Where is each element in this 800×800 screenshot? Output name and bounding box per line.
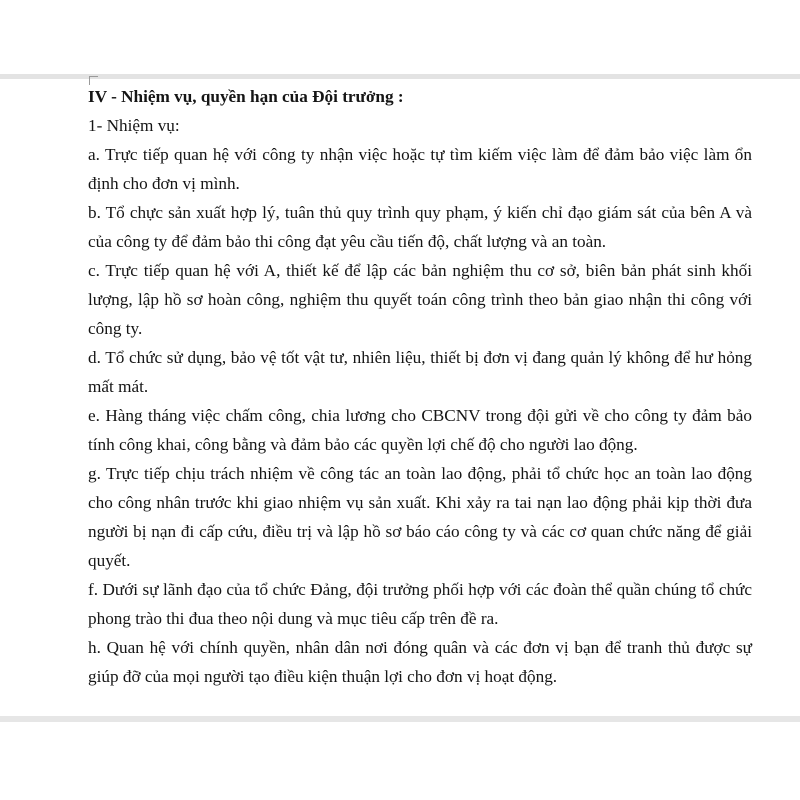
paragraph-g: g. Trực tiếp chịu trách nhiệm về công tác an toàn lao động, phải tổ chức học an toàn lao động cho công nhân trước khi giao nhiệm vụ sản xuất. Khi xảy ra tai nạn lao động phải kịp thời đưa người bị nạn đi cấp cứu, điều trị và lập hồ sơ báo cáo công ty và các cơ quan chức năng để giải quyết. — [88, 464, 752, 570]
document-page — [84, 82, 752, 716]
paragraph-e: e. Hàng tháng việc chấm công, chia lương cho CBCNV trong đội gửi về cho công ty đảm bảo tính công khai, công bằng và đảm bảo các quyền lợi chế độ cho người lao động. — [88, 406, 752, 454]
paragraph-d: d. Tổ chức sử dụng, bảo vệ tốt vật tư, nhiên liệu, thiết bị đơn vị đang quản lý không để hư hỏng mất mát. — [88, 348, 752, 396]
page-bottom-edge — [0, 716, 800, 722]
paragraph-a: a. Trực tiếp quan hệ với công ty nhận việc hoặc tự tìm kiếm việc làm để đảm bảo việc làm ổn định cho đơn vị mình. — [88, 145, 752, 193]
paragraph-f: f. Dưới sự lãnh đạo của tổ chức Đảng, đội trưởng phối hợp với các đoàn thể quần chúng tổ chức phong trào thi đua theo nội dung và mục tiêu cấp trên đề ra. — [88, 580, 752, 628]
page-top-edge — [0, 74, 800, 79]
section-heading: IV - Nhiệm vụ, quyền hạn của Đội trưởng : — [88, 87, 404, 106]
paragraph-c: c. Trực tiếp quan hệ với A, thiết kế để lập các bản nghiệm thu cơ sở, biên bản phát sinh khối lượng, lập hồ sơ hoàn công, nghiệm thu quyết toán công trình theo bản giao nhận thi công với công ty. — [88, 261, 752, 338]
paragraph-h: h. Quan hệ với chính quyền, nhân dân nơi đóng quân và các đơn vị bạn để tranh thủ được sự giúp đỡ của mọi người tạo điều kiện thuận lợi cho đơn vị hoạt động. — [88, 638, 752, 686]
subsection-heading: 1- Nhiệm vụ: — [88, 116, 180, 135]
paragraph-b: b. Tổ chực sản xuất hợp lý, tuân thủ quy trình quy phạm, ý kiến chỉ đạo giám sát của bên A và của công ty để đảm bảo thi công đạt yêu cầu tiến độ, chất lượng và an toàn. — [88, 203, 752, 251]
